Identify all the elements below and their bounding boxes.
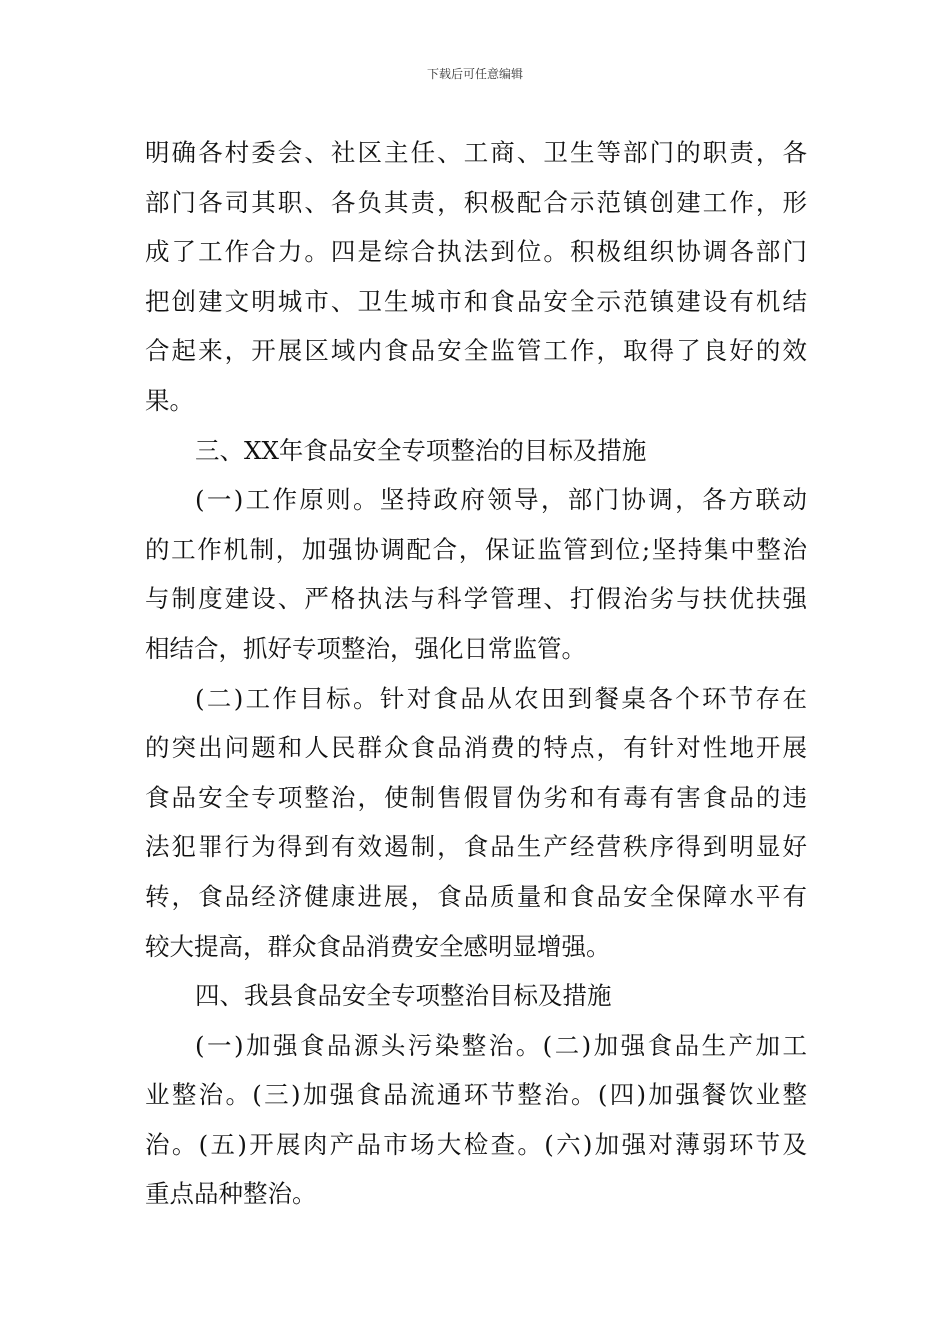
text-line: 部门各司其职、各负其责，积极配合示范镇创建工作，形: [145, 187, 807, 217]
text-line: 较大提高，群众食品消费安全感明显增强。: [145, 931, 611, 961]
text-line: 成了工作合力。四是综合执法到位。积极组织协调各部门: [145, 237, 807, 267]
text-line: 相结合，抓好专项整治，强化日常监管。: [145, 633, 586, 663]
text-line: (一)工作原则。坚持政府领导，部门协调，各方联动: [195, 485, 807, 515]
text-line: 重点品种整治。: [145, 1179, 317, 1209]
text-line: 明确各村委会、社区主任、工商、卫生等部门的职责，各: [145, 138, 807, 167]
text-line: 法犯罪行为得到有效遏制，食品生产经营秩序得到明显好: [145, 832, 807, 862]
document-body: [145, 128, 807, 1219]
text-line: 转，食品经济健康进展，食品质量和食品安全保障水平有: [145, 881, 807, 911]
text-line: 食品安全专项整治，使制售假冒伪劣和有毒有害食品的违: [145, 782, 807, 812]
text-line: 四、我县食品安全专项整治目标及措施: [195, 981, 612, 1011]
text-line: (一)加强食品源头污染整治。(二)加强食品生产加工: [195, 1030, 807, 1060]
text-line: 果。: [145, 385, 194, 415]
text-line: 业整治。(三)加强食品流通环节整治。(四)加强餐饮业整: [145, 1080, 807, 1110]
text-line: 的突出问题和人民群众食品消费的特点，有针对性地开展: [145, 733, 807, 763]
text-line: 治。(五)开展肉产品市场大检查。(六)加强对薄弱环节及: [145, 1129, 807, 1159]
text-line: 合起来，开展区域内食品安全监管工作，取得了良好的效: [145, 336, 807, 366]
text-line: 与制度建设、严格执法与科学管理、打假治劣与扶优扶强: [145, 584, 807, 614]
text-line: 三、XX年食品安全专项整治的目标及措施: [195, 435, 647, 465]
text-line: 的工作机制，加强协调配合，保证监管到位;坚持集中整治: [145, 534, 807, 564]
text-line: (二)工作目标。针对食品从农田到餐桌各个环节存在: [195, 683, 807, 713]
page-header-note: 下载后可任意编辑: [426, 67, 523, 81]
text-line: 把创建文明城市、卫生城市和食品安全示范镇建设有机结: [145, 286, 807, 316]
